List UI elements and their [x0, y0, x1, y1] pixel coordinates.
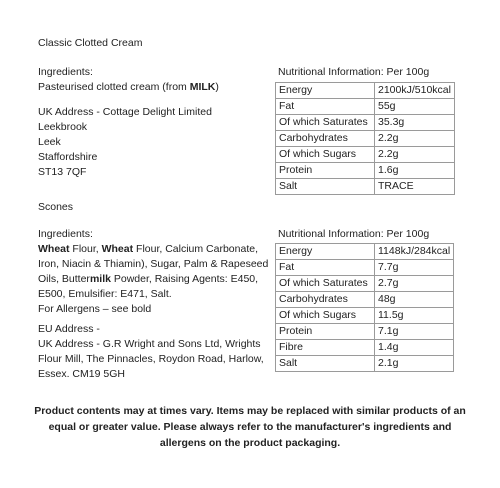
table-row	[276, 83, 455, 99]
nutrient-value: 2100kJ/510kcal	[375, 83, 455, 99]
nutrient-name: Protein	[276, 163, 375, 179]
ingredient-text: Flour, Calcium Carbonate,	[133, 243, 258, 255]
table-row	[276, 179, 455, 195]
disclaimer	[20, 403, 480, 451]
address-line: Staffordshire	[38, 151, 98, 163]
table-row	[276, 99, 455, 115]
ingredients-line	[38, 242, 268, 257]
ingredient-text: Pasteurised clotted cream (from	[38, 81, 190, 93]
ingredient-text: E500, Emulsifier: E471, Salt.	[38, 288, 172, 300]
product1-ingredients-heading: Ingredients:	[38, 66, 93, 78]
nutrient-name: Energy	[276, 244, 375, 260]
ingredients-line	[38, 257, 268, 272]
disclaimer-line: equal or greater value. Please always refer to the manufacturer's ingredients and	[48, 421, 452, 433]
nutrient-value: 7.7g	[375, 260, 454, 276]
table-row	[276, 324, 454, 340]
nutrient-name: Protein	[276, 324, 375, 340]
nutrient-name: Salt	[276, 356, 375, 372]
nutrient-name: Carbohydrates	[276, 131, 375, 147]
nutrient-name: Of which Saturates	[276, 276, 375, 292]
nutrient-name: Carbohydrates	[276, 292, 375, 308]
nutrient-value: 2.2g	[375, 131, 455, 147]
table-row	[276, 131, 455, 147]
ingredient-text: Powder, Raising Agents: E450,	[110, 273, 259, 285]
disclaimer-line: Product contents may at times vary. Items may be replaced with similar products of an	[34, 405, 466, 417]
table-row	[276, 276, 454, 292]
table-row	[276, 260, 454, 276]
disclaimer-line: allergens on the product packaging.	[159, 437, 341, 449]
allergen-milk: milk	[89, 273, 111, 285]
table-row	[276, 163, 455, 179]
nutrient-name: Fat	[276, 99, 375, 115]
nutrient-name: Energy	[276, 83, 375, 99]
nutrient-value: 11.5g	[375, 308, 454, 324]
ingredients-line	[38, 272, 268, 287]
address-line: Leek	[38, 136, 61, 148]
ingredients-line	[38, 302, 268, 317]
product2-nutrition-heading: Nutritional Information: Per 100g	[278, 228, 430, 240]
ingredient-text: )	[215, 81, 219, 93]
product1-nutrition-table	[275, 82, 455, 195]
nutrient-value: 2.2g	[375, 147, 455, 163]
nutrient-name: Salt	[276, 179, 375, 195]
address-line: Essex. CM19 5GH	[38, 368, 125, 380]
nutrient-value: 1.4g	[375, 340, 454, 356]
nutrient-value: 1148kJ/284kcal	[375, 244, 454, 260]
nutrient-name: Fibre	[276, 340, 375, 356]
table-row	[276, 147, 455, 163]
table-row	[276, 356, 454, 372]
nutrient-name: Of which Saturates	[276, 115, 375, 131]
allergen-wheat: Wheat	[101, 243, 134, 255]
product2-title: Scones	[38, 201, 74, 213]
nutrient-value: 1.6g	[375, 163, 455, 179]
table-row	[276, 244, 454, 260]
address-line: ST13 7QF	[38, 166, 87, 178]
table-row	[276, 115, 455, 131]
nutrient-value: 7.1g	[375, 324, 454, 340]
product2-ingredients	[38, 242, 268, 317]
nutrient-value: 2.1g	[375, 356, 454, 372]
ingredient-text: Oils, Butter	[38, 273, 90, 285]
product1-nutrition-heading: Nutritional Information: Per 100g	[278, 66, 430, 78]
address-line: UK Address - Cottage Delight Limited	[38, 106, 212, 118]
allergen-wheat: Wheat	[38, 243, 70, 255]
nutrient-value: 48g	[375, 292, 454, 308]
product1-address	[38, 105, 212, 180]
product2-nutrition-table	[275, 243, 454, 372]
ingredient-text: Iron, Niacin & Thiamin), Sugar, Palm & Rapeseed	[38, 258, 269, 270]
nutrient-value: TRACE	[375, 179, 455, 195]
product2-ingredients-heading: Ingredients:	[38, 228, 93, 240]
table-row	[276, 340, 454, 356]
nutrient-value: 2.7g	[375, 276, 454, 292]
nutrient-name: Of which Sugars	[276, 308, 375, 324]
ingredient-text: For Allergens – see bold	[38, 303, 152, 315]
nutrient-value: 35.3g	[375, 115, 455, 131]
table-row	[276, 308, 454, 324]
nutrient-name: Of which Sugars	[276, 147, 375, 163]
nutrient-name: Fat	[276, 260, 375, 276]
product1-title: Classic Clotted Cream	[38, 37, 143, 49]
table-row	[276, 292, 454, 308]
address-line: Flour Mill, The Pinnacles, Roydon Road, Harlow,	[38, 353, 264, 365]
address-line: EU Address -	[38, 323, 100, 335]
address-line: UK Address - G.R Wright and Sons Ltd, Wrights	[38, 338, 261, 350]
ingredients-line	[38, 287, 268, 302]
address-line: Leekbrook	[38, 121, 88, 133]
nutrient-value: 55g	[375, 99, 455, 115]
product2-address	[38, 322, 264, 382]
ingredient-text: Flour,	[69, 243, 102, 255]
allergen-milk: MILK	[189, 81, 216, 93]
product1-ingredients	[38, 80, 219, 95]
